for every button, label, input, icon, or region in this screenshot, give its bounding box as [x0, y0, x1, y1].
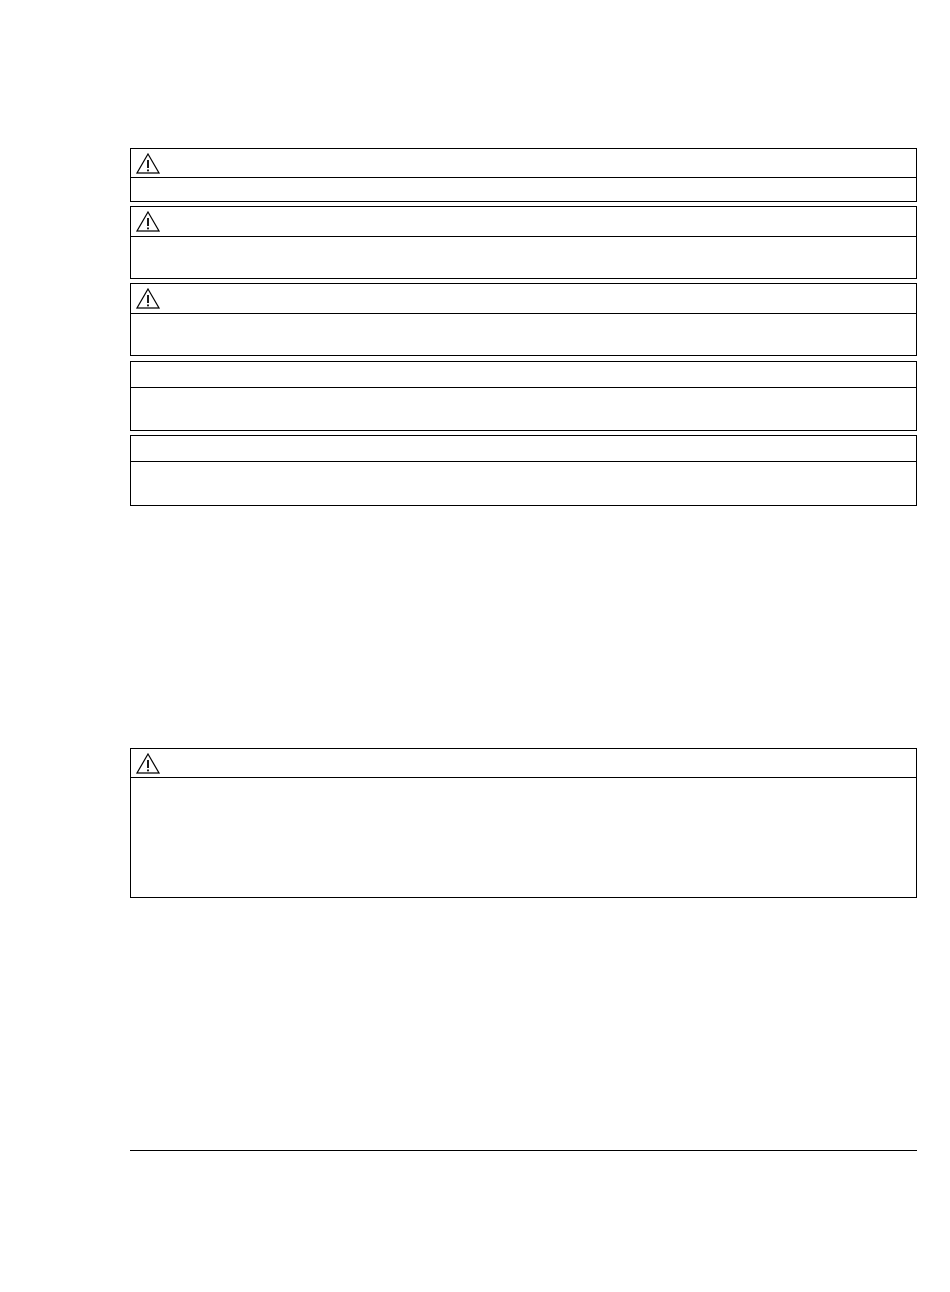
notice-header: [131, 362, 916, 388]
warning-notice-6: [130, 748, 917, 898]
notice-header: [131, 749, 916, 778]
footer-divider: [130, 1150, 917, 1151]
notice-header: [131, 284, 916, 314]
warning-triangle-icon: [136, 288, 160, 309]
warning-triangle-icon: [136, 211, 160, 232]
notice-header: [131, 436, 916, 462]
notice-header: [131, 149, 916, 178]
notice-header: [131, 207, 916, 237]
warning-notice-3: [130, 283, 917, 356]
notice-5: [130, 435, 917, 506]
warning-triangle-icon: [136, 753, 160, 774]
warning-notice-1: [130, 148, 917, 202]
warning-notice-2: [130, 206, 917, 279]
warning-triangle-icon: [136, 153, 160, 174]
notice-4: [130, 361, 917, 431]
